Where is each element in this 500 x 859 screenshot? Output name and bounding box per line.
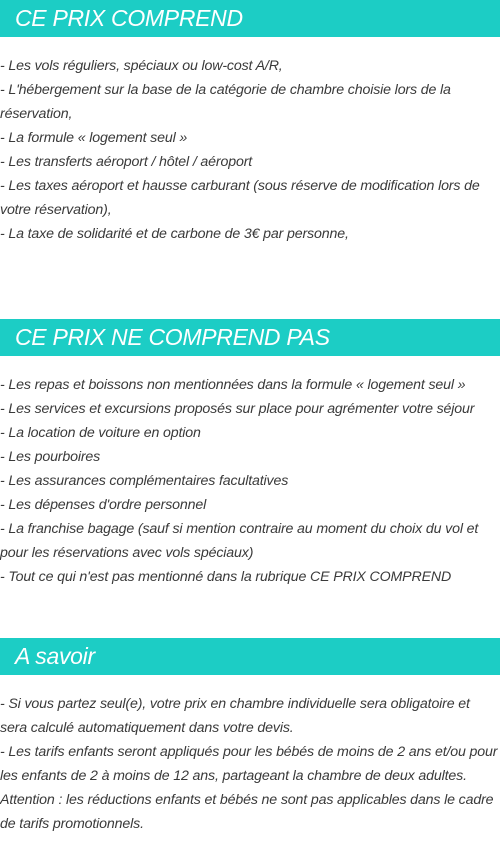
list-item: - L'hébergement sur la base de la catégorie de chambre choisie lors de la réservation, xyxy=(0,82,451,122)
list-item: - Les dépenses d'ordre personnel xyxy=(0,497,207,513)
section-good-to-know xyxy=(0,638,500,836)
list-item: - Les vols réguliers, spéciaux ou low-cost A/R, xyxy=(0,58,283,74)
list-item: - Les tarifs enfants seront appliqués pour les bébés de moins de 2 ans et/ou pour les enfants de 2 à moins de 12 ans, partageant la chambre de deux adultes. xyxy=(0,744,498,784)
section-included xyxy=(0,0,500,246)
section-title-included: CE PRIX COMPREND xyxy=(0,0,500,37)
list-item: - Les taxes aéroport et hausse carburant (sous réserve de modification lors de votre réservation), xyxy=(0,178,480,218)
list-item: - La formule « logement seul » xyxy=(0,130,188,146)
list-item: - La taxe de solidarité et de carbone de 3€ par personne, xyxy=(0,226,349,242)
list-item: Attention : les réductions enfants et bébés ne sont pas applicables dans le cadre de tarifs promotionnels. xyxy=(0,792,494,832)
section-title-not-included: CE PRIX NE COMPREND PAS xyxy=(0,319,500,356)
list-item: - Les services et excursions proposés sur place pour agrémenter votre séjour xyxy=(0,401,475,417)
list-item: - Si vous partez seul(e), votre prix en chambre individuelle sera obligatoire et sera calculé automatiquement dans votre devis. xyxy=(0,696,470,736)
list-item: - Les repas et boissons non mentionnées dans la formule « logement seul » xyxy=(0,377,466,393)
list-item: - La location de voiture en option xyxy=(0,425,201,441)
included-list xyxy=(0,54,500,246)
good-to-know-list xyxy=(0,692,500,836)
section-not-included xyxy=(0,319,500,589)
section-title-good-to-know: A savoir xyxy=(0,638,500,675)
list-item: - Les transferts aéroport / hôtel / aéroport xyxy=(0,154,253,170)
list-item: - Les pourboires xyxy=(0,449,101,465)
list-item: - La franchise bagage (sauf si mention contraire au moment du choix du vol et pour les réservations avec vols spéciaux) xyxy=(0,521,479,561)
not-included-list xyxy=(0,373,500,589)
list-item: - Tout ce qui n'est pas mentionné dans la rubrique CE PRIX COMPREND xyxy=(0,569,452,585)
list-item: - Les assurances complémentaires facultatives xyxy=(0,473,289,489)
